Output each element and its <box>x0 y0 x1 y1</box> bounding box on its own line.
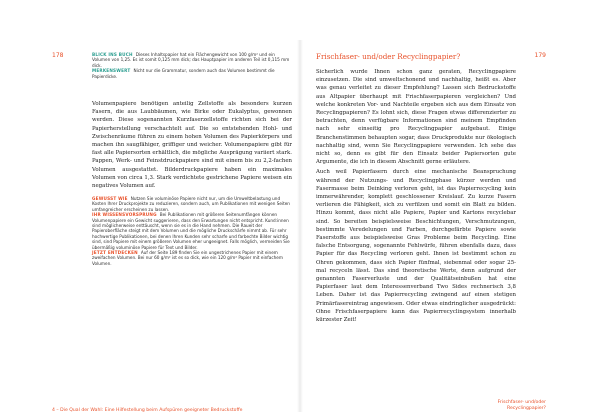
bottom-notes <box>92 196 292 266</box>
note-item <box>92 196 292 212</box>
page-number-left: 178 <box>52 52 64 59</box>
paragraph: Auch weil Papierfasern durch eine mechanische Beanspruchung während der Nutzungs- und Recyclingphase kürzer werden und Fasermasse beim Deinking verloren geht, ist das Papierrecycling kein immerwährender, komplett geschlossener Kreislauf. Zu kurze Fasern verlieren die Fähigkeit, sich zu verfilzen und somit ein Blatt zu bilden. Hinzu kommt, dass nicht alle Papiere, Papier und Kartons recyclebar sind. So bereiten beispielsweise Beschichtungen, Verschmutzungen, bestimmte Veredelungen und Farben, durchgefärbte Papiere sowie Faserstoffe aus beispielsweise Gras Probleme beim Recycling. Eine falsche Entsorgung, sogenannte Fehlwürfe, führen ebenfalls dazu, dass Papier für das Recycling verloren geht. Ihnen ist bestimmt schon zu Ohren gekommen, dass sich Papier fünfmal, siebenmal oder sogar 25-mal recyceln lässt. Das sind theoretische Werte, denn aufgrund der genannten Faserverluste und der Qualitätseinbußen hat eine Papierfaser laut dem Interessenverband Two Sides rechnerisch 3,8 Leben. Daher ist das Papierrecycling zwingend auf einen stetigen Primärfasereintrag angewiesen. Oder etwas eindringlicher ausgedrückt: Ohne Frischfaserpapiere kann das Papierrecyclingsystem innerhalb kürzester Zeit! <box>316 169 516 324</box>
note-text: Bei Publikationen mit größeren Seitenumfängen können Volumenpapiere ein Gewicht suggerieren, dass den Erwartungen nicht entspricht. Kund:innen sind möglicherweise enttäuscht, wenn sie es in die Hand nehmen. Die Raueit der Papieroberfläche steigt mit dem Volumen und die mögliche Druckschärfe nimmt ab. Für sehr hochwertige Publikationen, bei denen Ihren Kunden sehr scharfe und farbechte Bilder wichtig sind, sind Papiere mit einem größeren Volumen eher ungeeignet. Falls möglich, vermeiden Sie übermäßig voluminöse Papiere für Text und Bilder. <box>92 212 290 250</box>
section-heading: Frischfaser- und/oder Recyclingpapier? <box>316 52 461 61</box>
left-page <box>44 40 292 412</box>
right-page <box>304 40 552 412</box>
footer-right: Frischfaser- und/oder Recyclingpapier? <box>497 400 546 411</box>
note-text: Dieses Inhaltspapier hat ein Flächengewicht von 100 g/m² und ein Volumen von 1,25. Es ist somit 0,125 mm dick; das Hauptpapier im anderen Teil ist 0,115 mm dick. <box>92 52 290 68</box>
note-text: Auf der Seite 189 finden Sie ein ungestrichenes Papier mit einem zweifachen Volumen. Bei nur 60 g/m² ist es so dick, wie ein 120 g/m² Papier mit einfachem Volumen. <box>92 250 283 266</box>
note-key: MERKENSWERT <box>92 68 131 74</box>
gutter-shadow <box>297 40 303 412</box>
note-item <box>92 52 292 68</box>
top-notes <box>92 52 292 79</box>
note-text: Nicht nur die Grammatur, sondern auch das Volumen bestimmt die Papierdicke. <box>92 68 275 79</box>
note-key: IHR WISSENSVORSPRUNG <box>92 212 157 218</box>
footer-left: 4 – Die Qual der Wahl: Eine Hilfestellung beim Aufspüren geeigneter Bedruckstoffe <box>52 408 243 413</box>
note-item <box>92 68 292 79</box>
note-item <box>92 212 292 250</box>
left-body-text: Volumenpapiere benötigen anteilig Zellstoffe als besonders kurzen Fasern, die aus Laubbäumen, wie Birke oder Eukalyptus, gewonnen werden. Diese sogenannten Kurzfaserzellstoffe richten sich bei der Papierherstellung verschachtelt auf. Die so entstehenden Hohl- und Zwischenräume führen zu einem hohen Volumen des Papierkörpers und machen ihn saugfähiger, griffiger und weicher. Volumenpapiere gibt für fast alle Papiersorten erhältlich, die mögliche Ausprägung variiert stark. Pappen, Werk- und Feinstdruckpapiere sind mit einem bis zu 2,2-fachen Volumen ausgestattet. Bilderdruckpapiere haben ein maximales Volumen von circa 1,3. Stark verdichtete gestrichene Papiere weisen ein negatives Volumen auf. <box>92 101 292 190</box>
paragraph: Sicherlich wurde Ihnen schon ganz geraten, Recyclingpapiere einzusetzen. Die sind umweltschonend und nachhaltig, heißt es. Aber was genau verleitet zu dieser Empfehlung? Lassen sich Bedruckstoffe aus Altpapier überhaupt mit Frischfaserpapieren vergleichen? Und welche konkreten Vor- und Nachteile ergeben sich aus dem Einsatz von Recyclingpapieren? Es lohnt sich, diese Fragen etwas differenzierter zu betrachten, denn verfügbare Informationen sind meinem Empfinden nach sehr einseitig pro Recyclingpapier aufgebaut. Einige Branchenstimmen behaupten sogar, dass Druckprodukte nur ökologisch nachhaltig sind, wenn Sie Recyclingpapiere verwenden. Ich sehe das nicht so, denn es gibt für den Einsatz beider Papiersorten gute Argumente, die ich in diesem Abschnitt gerne erläutere. <box>316 69 516 166</box>
note-item <box>92 250 292 266</box>
page-number-right: 179 <box>534 52 546 59</box>
note-text: Nutzen Sie voluminöse Papiere nicht nur, um die Umweltbelastung und Kosten Ihrer Druckprojekte zu reduzieren, sondern auch, um Publikationen mit wenigen Seiten umfangreicher erscheinen zu lassen. <box>92 196 290 212</box>
note-key: BLICK INS BUCH <box>92 52 133 57</box>
note-key: GEWUSST WIE <box>92 196 128 201</box>
note-key: JETZT ENTDECKEN <box>92 250 138 256</box>
right-body-text <box>316 68 516 326</box>
